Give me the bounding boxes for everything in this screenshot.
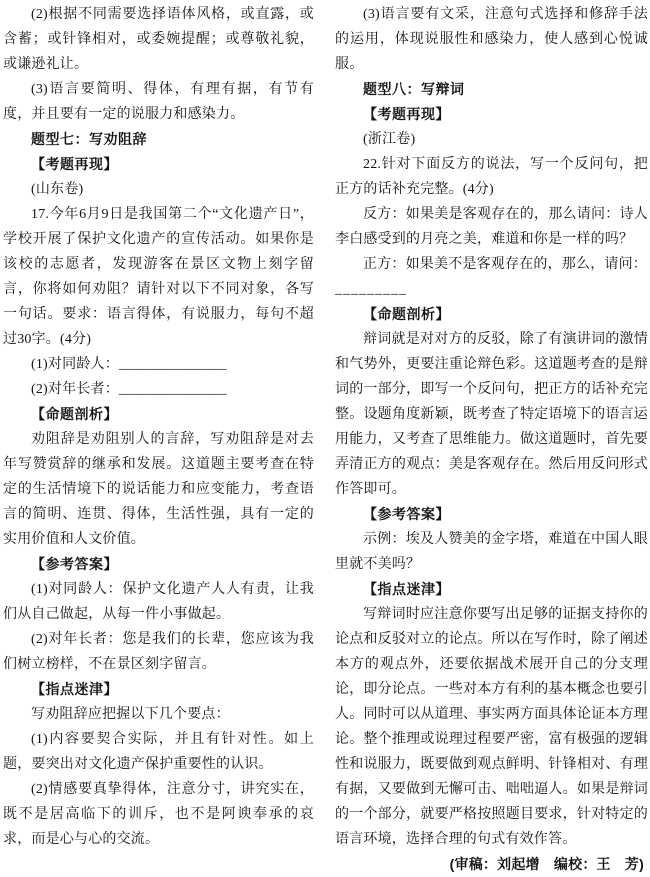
- left-column: [3, 2, 314, 847]
- paragraph: 17.今年6月9日是我国第二个“文化遗产日”，学校开展了保护文化遗产的宣传活动。如果你是该校的志愿者，发现游客在景区文物上刻字留言，你将如何劝阻？请针对以下不同对象，各写一句话。要求：语言得体，有说服力，每句不超过30字。(4分): [3, 207, 314, 347]
- right-column: [335, 2, 648, 872]
- answer-blank-line: (1)对同龄人：_______________: [31, 357, 227, 372]
- editor-credit: (审稿：刘起增 编校：王 芳): [449, 856, 644, 872]
- paragraph: 劝阻辞是劝阻别人的言辞，写劝阻辞是对去年写赞赏辞的继承和发展。这道题主要考查在特定的生活情境下的说话能力和应变能力，考查语言的简明、连贯、得体，生活性强，具有一定的实用价值和人文价值。: [3, 432, 314, 547]
- paragraph: (浙江卷): [363, 132, 416, 147]
- section-title: 题型八：写辩词: [363, 81, 465, 97]
- bracket-heading: 【考题再现】: [363, 106, 450, 122]
- paragraph: 写劝阻辞应把握以下几个要点：: [31, 707, 230, 722]
- paragraph: (2)情感要真挚得体，注意分寸，讲究实在，既不是居高临下的训斥，也不是阿谀奉承的哀求，而是心与心的交流。: [3, 782, 314, 847]
- paragraph: (3)语言要有文采，注意句式选择和修辞手法的运用，体现说服性和感染力，使人感到心悦诚服。: [335, 7, 648, 72]
- bracket-heading: 【参考答案】: [31, 556, 118, 572]
- paragraph: 反方：如果美是客观存在的，那么请问：诗人李白感受到的月亮之美，难道和你是一样的吗？: [335, 207, 648, 247]
- paragraph: 22.针对下面反方的说法，写一个反问句，把正方的话补充完整。(4分): [335, 157, 648, 197]
- paragraph: 示例：埃及人赞美的金字塔，难道在中国人眼里就不美吗？: [335, 532, 648, 572]
- bracket-heading: 【参考答案】: [363, 506, 450, 522]
- paragraph: (3)语言要简明、得体，有理有据，有节有度，并且要有一定的说服力和感染力。: [3, 82, 314, 122]
- paragraph: (1)对同龄人：保护文化遗产人人有责，让我们从自己做起，从每一件小事做起。: [3, 582, 314, 622]
- answer-blank-line: (2)对年长者：_______________: [31, 382, 227, 397]
- bracket-heading: 【命题剖析】: [363, 306, 450, 322]
- bracket-heading: 【指点迷津】: [363, 581, 450, 597]
- paragraph: (2)根据不同需要选择语体风格，或直露，或含蓄；或针锋相对，或委婉提醒；或尊敬礼貌，或谦逊礼让。: [3, 7, 314, 72]
- bracket-heading: 【考题再现】: [31, 156, 118, 172]
- bracket-heading: 【命题剖析】: [31, 406, 118, 422]
- paragraph: 正方：如果美不是客观存在的，那么，请问：: [363, 257, 647, 272]
- section-title: 题型七：写劝阻辞: [31, 131, 147, 147]
- paragraph: (2)对年长者：您是我们的长辈，您应该为我们树立榜样，不在景区刻字留言。: [3, 632, 314, 672]
- paragraph: (山东卷): [31, 182, 84, 197]
- paragraph: (1)内容要契合实际，并且有针对性。如上题，要突出对文化遗产保护重要性的认识。: [3, 732, 314, 772]
- paragraph: 辩词就是对对方的反驳，除了有演讲词的激情和气势外，更要注重论辩色彩。这道题考查的是辩词的一部分，即写一个反问句，把正方的话补充完整。设题角度新颖，既考查了特定语境下的语言运用能力，又考查了思维能力。做这道题时，首先要弄清正方的观点：美是客观存在。然后用反问形式作答即可。: [335, 332, 648, 497]
- paragraph: 写辩词时应注意你要写出足够的证据支持你的论点和反驳对立的论点。所以在写作时，除了阐述本方的观点外，还要依据战术展开自己的分支理论，即分论点。一些对本方有利的基本概念也要引人。同时可以从道理、事实两方面具体论证本方理论。整个推理或说理过程要严密，富有极强的逻辑性和说服力，既要做到观点鲜明、针锋相对、有理有据，又要做到无懈可击、咄咄逼人。如果是辩词的一个部分，就要严格按照题目要求，针对特定的语言环境，选择合理的句式有效作答。: [335, 607, 648, 847]
- continuation-blank-line: _________: [335, 282, 407, 297]
- bracket-heading: 【指点迷津】: [31, 681, 118, 697]
